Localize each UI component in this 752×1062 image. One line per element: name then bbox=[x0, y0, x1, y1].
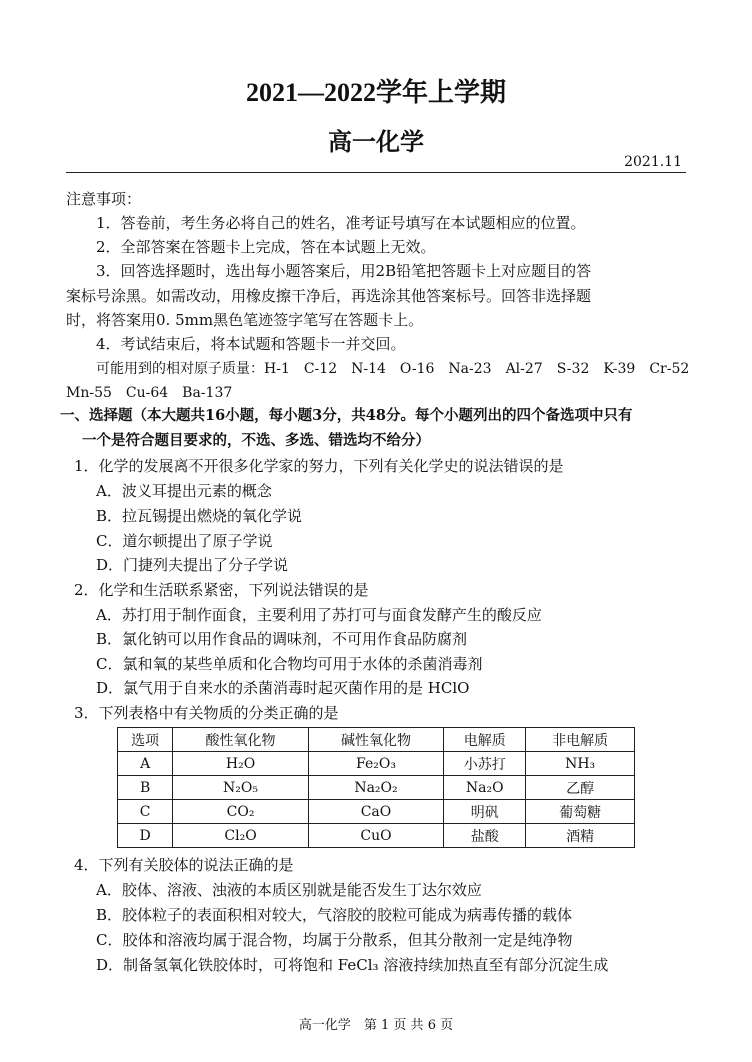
atomic-mass-line: Mn-55 Cu-64 Ba-137 bbox=[66, 385, 233, 401]
table-cell: Na₂O bbox=[444, 776, 526, 800]
notice-item: 3．回答选择题时，选出每小题答案后，用2B铅笔把答题卡上对应题目的答 bbox=[96, 262, 592, 280]
option: D．门捷列夫提出了分子学说 bbox=[96, 556, 289, 574]
question-stem: 1．化学的发展离不开很多化学家的努力，下列有关化学史的说法错误的是 bbox=[74, 457, 564, 475]
table-header: 选项 bbox=[118, 728, 173, 752]
table-cell: NH₃ bbox=[526, 752, 635, 776]
table-cell: 乙醇 bbox=[526, 776, 635, 800]
table-cell: 酒精 bbox=[526, 824, 635, 848]
table-cell: D bbox=[118, 824, 173, 848]
table-cell: C bbox=[118, 800, 173, 824]
table-header: 非电解质 bbox=[526, 728, 635, 752]
page-footer: 高一化学 第 1 页 共 6 页 bbox=[298, 1018, 454, 1033]
table-row bbox=[118, 824, 635, 848]
option: D．氯气用于自来水的杀菌消毒时起灭菌作用的是 HClO bbox=[96, 679, 470, 697]
table-cell: B bbox=[118, 776, 173, 800]
table-cell: 盐酸 bbox=[444, 824, 526, 848]
exam-date: 2021.11 bbox=[624, 154, 682, 170]
notice-item: 2．全部答案在答题卡上完成，答在本试题上无效。 bbox=[96, 238, 436, 256]
table-cell: CuO bbox=[308, 824, 443, 848]
notice-item: 案标号涂黑。如需改动，用橡皮擦干净后，再选涂其他答案标号。回答非选择题 bbox=[66, 287, 592, 305]
table-cell: H₂O bbox=[173, 752, 308, 776]
option: B．拉瓦锡提出燃烧的氧化学说 bbox=[96, 507, 303, 525]
option: C．胶体和溶液均属于混合物，均属于分散系，但其分散剂一定是纯净物 bbox=[96, 931, 573, 949]
question-stem: 3．下列表格中有关物质的分类正确的是 bbox=[74, 704, 339, 722]
exam-title: 2021—2022学年上学期 bbox=[245, 78, 506, 107]
option: B．胶体粒子的表面积相对较大，气溶胶的胶粒可能成为病毒传播的载体 bbox=[96, 906, 573, 924]
table-cell: 明矾 bbox=[444, 800, 526, 824]
table-cell: A bbox=[118, 752, 173, 776]
table-header: 酸性氧化物 bbox=[173, 728, 308, 752]
table-cell: Na₂O₂ bbox=[308, 776, 443, 800]
table-cell: Cl₂O bbox=[173, 824, 308, 848]
table-cell: CO₂ bbox=[173, 800, 308, 824]
option: C．道尔顿提出了原子学说 bbox=[96, 532, 273, 550]
table-cell: Fe₂O₃ bbox=[308, 752, 443, 776]
table-header: 电解质 bbox=[444, 728, 526, 752]
table-row bbox=[118, 776, 635, 800]
notice-item: 1．答卷前，考生务必将自己的姓名，准考证号填写在本试题相应的位置。 bbox=[96, 214, 586, 232]
notice-heading: 注意事项： bbox=[66, 190, 142, 208]
table-row bbox=[118, 752, 635, 776]
option: A．胶体、溶液、浊液的本质区别就是能否发生丁达尔效应 bbox=[96, 881, 482, 899]
classification-table bbox=[117, 727, 635, 848]
notice-item: 时，将答案用0. 5mm黑色笔迹签字笔写在答题卡上。 bbox=[66, 311, 424, 329]
atomic-mass-line: 可能用到的相对原子质量：H-1 C-12 N-14 O-16 Na-23 Al-27 S-32 K-39 Cr-52 bbox=[96, 361, 690, 377]
table-header: 碱性氧化物 bbox=[308, 728, 443, 752]
option: C．氯和氧的某些单质和化合物均可用于水体的杀菌消毒剂 bbox=[96, 655, 483, 673]
option: B．氯化钠可以用作食品的调味剂，不可用作食品防腐剂 bbox=[96, 630, 468, 648]
option: D．制备氢氧化铁胶体时，可将饱和 FeCl₃ 溶液持续加热直至有部分沉淀生成 bbox=[96, 956, 609, 974]
table-row bbox=[118, 800, 635, 824]
table-cell: CaO bbox=[308, 800, 443, 824]
table-cell: 小苏打 bbox=[444, 752, 526, 776]
table-cell: N₂O₅ bbox=[173, 776, 308, 800]
section-heading: 一、选择题（本大题共16小题，每小题3分，共48分。每个小题列出的四个备选项中只有 bbox=[60, 407, 633, 424]
notice-item: 4．考试结束后，将本试题和答题卡一并交回。 bbox=[96, 335, 406, 353]
table-header-row bbox=[118, 728, 635, 752]
table-cell: 葡萄糖 bbox=[526, 800, 635, 824]
section-heading: 一个是符合题目要求的，不选、多选、错选均不给分） bbox=[82, 432, 430, 449]
question-stem: 4．下列有关胶体的说法正确的是 bbox=[74, 856, 294, 874]
question-stem: 2．化学和生活联系紧密，下列说法错误的是 bbox=[74, 581, 369, 599]
subject-title: 高一化学 bbox=[328, 130, 424, 156]
header-rule bbox=[66, 172, 686, 173]
option: A．苏打用于制作面食，主要利用了苏打可与面食发酵产生的酸反应 bbox=[96, 606, 542, 624]
option: A．波义耳提出元素的概念 bbox=[96, 482, 272, 500]
